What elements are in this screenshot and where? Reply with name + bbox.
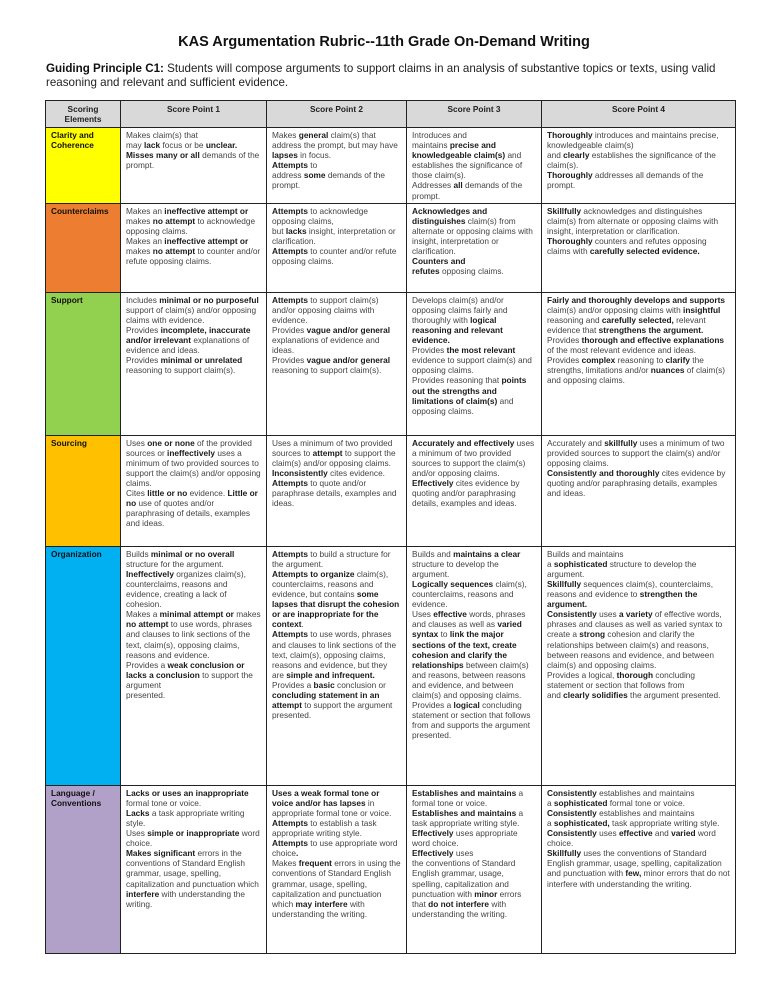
score-point-3-cell: Acknowledges and distinguishes claim(s) from alternate or opposing claims with insight, interpretation or clarification. Counters and refutes opposing claims. [407, 203, 542, 292]
header-score-point-3: Score Point 3 [407, 101, 542, 128]
guiding-principle [46, 62, 736, 90]
score-point-1-cell: Makes an ineffective attempt or makes no attempt to acknowledge opposing claims. Makes an ineffective attempt or makes no attempt to counter and/or refute opposing claims. [121, 203, 267, 292]
score-point-4-cell: Consistently establishes and maintains a sophisticated formal tone or voice. Consistently establishes and maintains a sophisticated, task appropriate writing style. Consistently uses effective and varied word choice. Skillfully uses the conventions of Standard English grammar, usage, spelling, capitalization and punctuation with few, minor errors that do not interfere with understanding the writing. [542, 785, 736, 953]
table-row-language-conventions [46, 785, 736, 953]
score-point-4-cell: Builds and maintains a sophisticated structure to develop the argument. Skillfully sequences claim(s), counterclaims, reasons and evidence to strengthen the argument. Consistently uses a variety of effective words, phrases and clauses as well as varied syntax to create a strong cohesion and clarify the relationships between claim(s) and reasons, between reasons and evidence, and between claim(s) and opposing claims. Provides a logical, thorough concluding statement or section that follows from and clearly solidifies the argument presented. [542, 546, 736, 785]
score-point-3-cell: Develops claim(s) and/or opposing claims fairly and thoroughly with logical reasoning and relevant evidence. Provides the most relevant evidence to support claim(s) and opposing claims. Provides reasoning that points out the strengths and limitations of claim(s) and opposing claims. [407, 292, 542, 435]
guiding-principle-label: Guiding Principle C1: [46, 62, 164, 75]
score-point-3-cell: Establishes and maintains a formal tone or voice. Establishes and maintains a task appropriate writing style. Effectively uses appropriate word choice. Effectively uses the conventions of Standard English grammar, usage, spelling, capitalization and punctuation with minor errors that do not interfere with understanding the writing. [407, 785, 542, 953]
score-point-3-cell: Introduces and maintains precise and knowledgeable claim(s) and establishes the significance of those claim(s). Addresses all demands of the prompt. [407, 128, 542, 204]
table-row-sourcing [46, 435, 736, 546]
score-point-1-cell: Includes minimal or no purposeful support of claim(s) and/or opposing claims with evidence. Provides incomplete, inaccurate and/or irrelevant explanations of evidence and ideas. Provides minimal or unrelated reasoning to support claim(s). [121, 292, 267, 435]
scoring-element-organization: Organization [46, 546, 121, 785]
table-row-support [46, 292, 736, 435]
score-point-3-cell: Builds and maintains a clear structure to develop the argument. Logically sequences claim(s), counterclaims, reasons and evidence. Uses effective words, phrases and clauses as well as varied syntax to link the major sections of the text, create cohesion and clarify the relationships between claim(s) and reasons, between reasons and evidence, and between claim(s) and opposing claims. Provides a logical concluding statement or section that follows from and supports the argument presented. [407, 546, 542, 785]
document-title: KAS Argumentation Rubric--11th Grade On-Demand Writing [178, 34, 590, 50]
header-score-point-4: Score Point 4 [542, 101, 736, 128]
score-point-1-cell: Lacks or uses an inappropriate formal tone or voice. Lacks a task appropriate writing style. Uses simple or inappropriate word choice. Makes significant errors in the conventions of Standard English grammar, usage, spelling, capitalization and punctuation which interfere with understanding the writing. [121, 785, 267, 953]
score-point-2-cell: Uses a minimum of two provided sources to attempt to support the claim(s) and/or opposing claims. Inconsistently cites evidence. Attempts to quote and/or paraphrase details, examples and ideas. [267, 435, 407, 546]
score-point-1-cell: Makes claim(s) that may lack focus or be unclear. Misses many or all demands of the prompt. [121, 128, 267, 204]
score-point-2-cell: Attempts to build a structure for the argument. Attempts to organize claim(s), counterclaims, reasons and evidence, but contains some lapses that disrupt the cohesion or are inappropriate for the context. Attempts to use words, phrases and clauses to link sections of the text, claim(s), opposing claims, reasons and evidence, but they are simple and infrequent. Provides a basic conclusion or concluding statement in an attempt to support the argument presented. [267, 546, 407, 785]
header-scoring-elements: Scoring Elements [46, 101, 121, 128]
scoring-element-sourcing: Sourcing [46, 435, 121, 546]
header-row [46, 101, 736, 128]
table-row-clarity-and-coherence [46, 128, 736, 204]
rubric-table [45, 100, 736, 954]
table-row-organization [46, 546, 736, 785]
score-point-2-cell: Makes general claim(s) that address the prompt, but may have lapses in focus. Attempts to address some demands of the prompt. [267, 128, 407, 204]
score-point-4-cell: Fairly and thoroughly develops and supports claim(s) and/or opposing claims with insightful reasoning and carefully selected, relevant evidence that strengthens the argument. Provides thorough and effective explanations of the most relevant evidence and ideas. Provides complex reasoning to clarify the strengths, limitations and/or nuances of claim(s) and opposing claims. [542, 292, 736, 435]
header-score-point-1: Score Point 1 [121, 101, 267, 128]
scoring-element-support: Support [46, 292, 121, 435]
score-point-4-cell: Skillfully acknowledges and distinguishes claim(s) from alternate or opposing claims with insight, interpretation or clarification. Thoroughly counters and refutes opposing claims with carefully selected evidence. [542, 203, 736, 292]
header-score-point-2: Score Point 2 [267, 101, 407, 128]
score-point-2-cell: Attempts to acknowledge opposing claims, but lacks insight, interpretation or clarification. Attempts to counter and/or refute opposing claims. [267, 203, 407, 292]
guiding-principle-text: Students will compose arguments to support claims in an analysis of substantive topics or texts, using valid reasoning and relevant and sufficient evidence. [46, 62, 716, 89]
score-point-4-cell: Accurately and skillfully uses a minimum of two provided sources to support the claim(s) and/or opposing claims. Consistently and thoroughly cites evidence by quoting and/or paraphrasing details, examples and ideas. [542, 435, 736, 546]
scoring-element-language-conventions: Language / Conventions [46, 785, 121, 953]
score-point-2-cell: Uses a weak formal tone or voice and/or has lapses in appropriate formal tone or voice. Attempts to establish a task appropriate writing style. Attempts to use appropriate word choice. Makes frequent errors in using the conventions of Standard English grammar, usage, spelling, capitalization and punctuation which may interfere with understanding the writing. [267, 785, 407, 953]
scoring-element-clarity-and-coherence: Clarity and Coherence [46, 128, 121, 204]
score-point-3-cell: Accurately and effectively uses a minimum of two provided sources to support the claim(s) and/or opposing claims. Effectively cites evidence by quoting and/or paraphrasing details, examples and ideas. [407, 435, 542, 546]
score-point-2-cell: Attempts to support claim(s) and/or opposing claims with evidence. Provides vague and/or general explanations of evidence and ideas. Provides vague and/or general reasoning to support claim(s). [267, 292, 407, 435]
score-point-1-cell: Uses one or none of the provided sources or ineffectively uses a minimum of two provided sources to support the claim(s) and/or opposing claims. Cites little or no evidence. Little or no use of quotes and/or paraphrasing of details, examples and ideas. [121, 435, 267, 546]
score-point-4-cell: Thoroughly introduces and maintains precise, knowledgeable claim(s) and clearly establishes the significance of the claim(s). Thoroughly addresses all demands of the prompt. [542, 128, 736, 204]
score-point-1-cell: Builds minimal or no overall structure for the argument. Ineffectively organizes claim(s), counterclaims, reasons and evidence, creating a lack of cohesion. Makes a minimal attempt or makes no attempt to use words, phrases and clauses to link sections of the text, claim(s), opposing claims, reasons and evidence. Provides a weak conclusion or lacks a conclusion to support the argument presented. [121, 546, 267, 785]
table-row-counterclaims [46, 203, 736, 292]
scoring-element-counterclaims: Counterclaims [46, 203, 121, 292]
